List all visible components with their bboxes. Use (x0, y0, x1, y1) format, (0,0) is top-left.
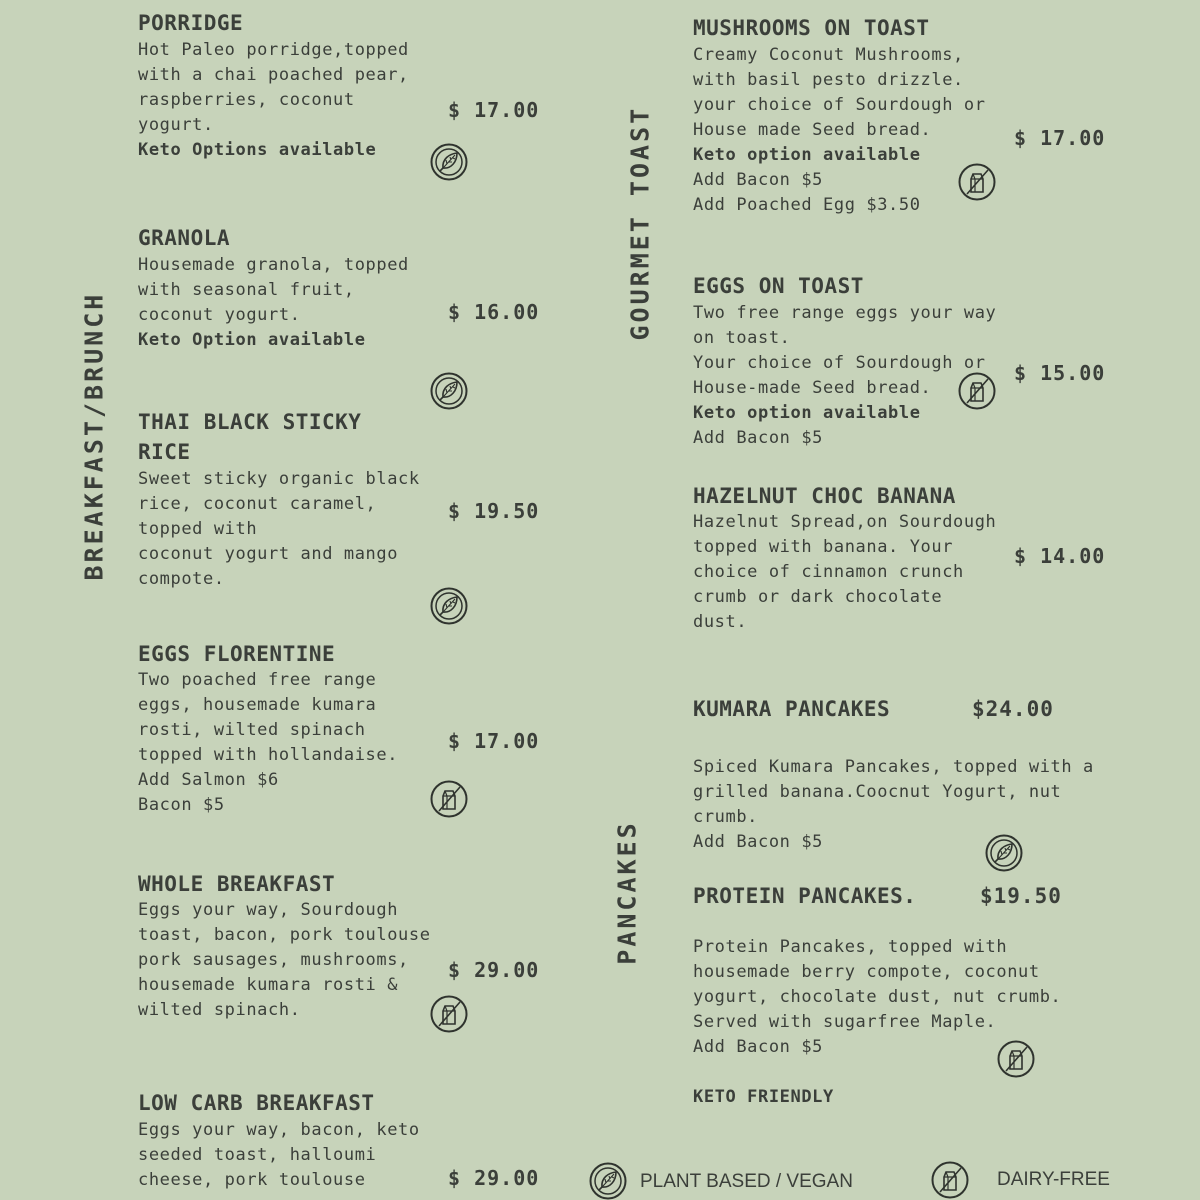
desc-line: eggs, housemade kumara (138, 695, 377, 715)
item-desc-hazelnut (693, 510, 996, 635)
item-desc-thai (138, 467, 420, 592)
desc-line: Creamy Coconut Mushrooms, (693, 45, 964, 65)
item-price-kumara: $24.00 (972, 697, 1054, 721)
leaf-icon (430, 587, 468, 625)
keto-note: Keto option available (693, 145, 921, 165)
add-on: Add Poached Egg $3.50 (693, 195, 921, 215)
desc-line: Served with sugarfree Maple. (693, 1012, 997, 1032)
desc-line: pork sausages, mushrooms, (138, 950, 409, 970)
legend-vegan-label: PLANT BASED / VEGAN (640, 1171, 853, 1192)
desc-line: coconut yogurt. (138, 305, 301, 325)
desc-line: housemade kumara rosti & (138, 975, 399, 995)
legend-dairy-free-label: DAIRY-FREE (997, 1169, 1110, 1190)
desc-line: Sweet sticky organic black (138, 469, 420, 489)
desc-line: with seasonal fruit, (138, 280, 355, 300)
title-line: RICE (138, 440, 191, 464)
desc-line: topped with hollandaise. (138, 745, 399, 765)
desc-line: Protein Pancakes, topped with (693, 937, 1008, 957)
desc-line: Two poached free range (138, 670, 377, 690)
dairy-free-icon (997, 1040, 1035, 1078)
desc-line: rice, coconut caramel, (138, 494, 377, 514)
add-on: Add Bacon $5 (693, 832, 824, 852)
dairy-free-icon (958, 163, 996, 201)
keto-friendly-label: KETO FRIENDLY (693, 1087, 834, 1107)
desc-line: Bacon $5 (138, 795, 225, 815)
desc-line: on toast. (693, 328, 791, 348)
dairy-free-icon (430, 995, 468, 1033)
item-title-eggs-florentine: EGGS FLORENTINE (138, 642, 336, 666)
dairy-free-icon (931, 1161, 969, 1199)
desc-line: Hot Paleo porridge,topped (138, 40, 409, 60)
item-title-mushrooms-on-toast: MUSHROOMS ON TOAST (693, 16, 930, 40)
leaf-icon (985, 834, 1023, 872)
desc-line: dust. (693, 612, 748, 632)
desc-line: Spiced Kumara Pancakes, topped with a (693, 757, 1094, 777)
item-title-whole-breakfast: WHOLE BREAKFAST (138, 872, 336, 896)
item-price-eggs: $ 15.00 (1014, 361, 1106, 385)
desc-line: Add Salmon $6 (138, 770, 279, 790)
item-desc-kumara (693, 755, 1094, 855)
desc-line: seeded toast, halloumi (138, 1145, 377, 1165)
item-desc-granola (138, 253, 409, 353)
desc-line: choice of cinnamon crunch (693, 562, 964, 582)
item-price-whole: $ 29.00 (448, 958, 540, 982)
dairy-free-icon (958, 372, 996, 410)
item-price-granola: $ 16.00 (448, 300, 540, 324)
desc-line: grilled banana.Coocnut Yogurt, nut (693, 782, 1062, 802)
desc-line: topped with banana. Your (693, 537, 954, 557)
item-title-eggs-on-toast: EGGS ON TOAST (693, 274, 864, 298)
item-desc-mushrooms (693, 43, 986, 218)
section-label-breakfast: BREAKFAST/BRUNCH (79, 291, 109, 581)
item-desc-porridge (138, 38, 409, 163)
item-price-hazelnut: $ 14.00 (1014, 544, 1106, 568)
item-price-florentine: $ 17.00 (448, 729, 540, 753)
item-title-hazelnut-choc-banana: HAZELNUT CHOC BANANA (693, 484, 956, 508)
desc-line: yogurt, chocolate dust, nut crumb. (693, 987, 1062, 1007)
section-label-gourmet-toast: GOURMET TOAST (625, 105, 655, 341)
desc-line: with basil pesto drizzle. (693, 70, 964, 90)
dairy-free-icon (430, 780, 468, 818)
item-title-thai-black-sticky-rice (138, 407, 361, 467)
item-price-thai: $ 19.50 (448, 499, 540, 523)
desc-line: Eggs your way, bacon, keto (138, 1120, 420, 1140)
desc-line: wilted spinach. (138, 1000, 301, 1020)
keto-note: Keto Options available (138, 140, 377, 160)
desc-line: housemade berry compote, coconut (693, 962, 1040, 982)
item-price-porridge: $ 17.00 (448, 98, 540, 122)
section-label-pancakes: PANCAKES (612, 820, 642, 965)
add-on: Add Bacon $5 (693, 170, 824, 190)
desc-line: House-made Seed bread. (693, 378, 932, 398)
desc-line: compote. (138, 569, 225, 589)
item-title-porridge: PORRIDGE (138, 11, 244, 35)
leaf-icon (430, 143, 468, 181)
desc-line: yogurt. (138, 115, 214, 135)
item-price-lowcarb: $ 29.00 (448, 1166, 540, 1190)
desc-line: toast, bacon, pork toulouse (138, 925, 431, 945)
desc-line: raspberries, coconut (138, 90, 355, 110)
desc-line: rosti, wilted spinach (138, 720, 366, 740)
item-price-mushrooms: $ 17.00 (1014, 126, 1106, 150)
item-desc-whole (138, 898, 431, 1023)
desc-line: crumb or dark chocolate (693, 587, 943, 607)
item-title-protein-pancakes: PROTEIN PANCAKES. (693, 884, 917, 908)
desc-line: coconut yogurt and mango (138, 544, 399, 564)
item-title-granola: GRANOLA (138, 226, 231, 250)
title-line: THAI BLACK STICKY (138, 410, 362, 434)
item-desc-lowcarb (138, 1118, 420, 1193)
item-desc-florentine (138, 668, 398, 818)
desc-line: Your choice of Sourdough or (693, 353, 986, 373)
leaf-icon (430, 372, 468, 410)
desc-line: crumb. (693, 807, 759, 827)
leaf-icon (589, 1162, 627, 1200)
desc-line: cheese, pork toulouse (138, 1170, 366, 1190)
desc-line: topped with (138, 519, 258, 539)
keto-note: Keto Option available (138, 330, 366, 350)
add-on: Add Bacon $5 (693, 1037, 824, 1057)
desc-line: your choice of Sourdough or (693, 95, 986, 115)
desc-line: Housemade granola, topped (138, 255, 409, 275)
item-desc-eggs (693, 301, 996, 451)
keto-note: Keto option available (693, 403, 921, 423)
desc-line: with a chai poached pear, (138, 65, 409, 85)
desc-line: Eggs your way, Sourdough (138, 900, 399, 920)
add-on: Add Bacon $5 (693, 428, 824, 448)
item-title-low-carb-breakfast: LOW CARB BREAKFAST (138, 1091, 375, 1115)
desc-line: Two free range eggs your way (693, 303, 997, 323)
item-price-protein: $19.50 (980, 884, 1062, 908)
desc-line: Hazelnut Spread,on Sourdough (693, 512, 997, 532)
item-title-kumara-pancakes: KUMARA PANCAKES (693, 697, 891, 721)
desc-line: House made Seed bread. (693, 120, 932, 140)
